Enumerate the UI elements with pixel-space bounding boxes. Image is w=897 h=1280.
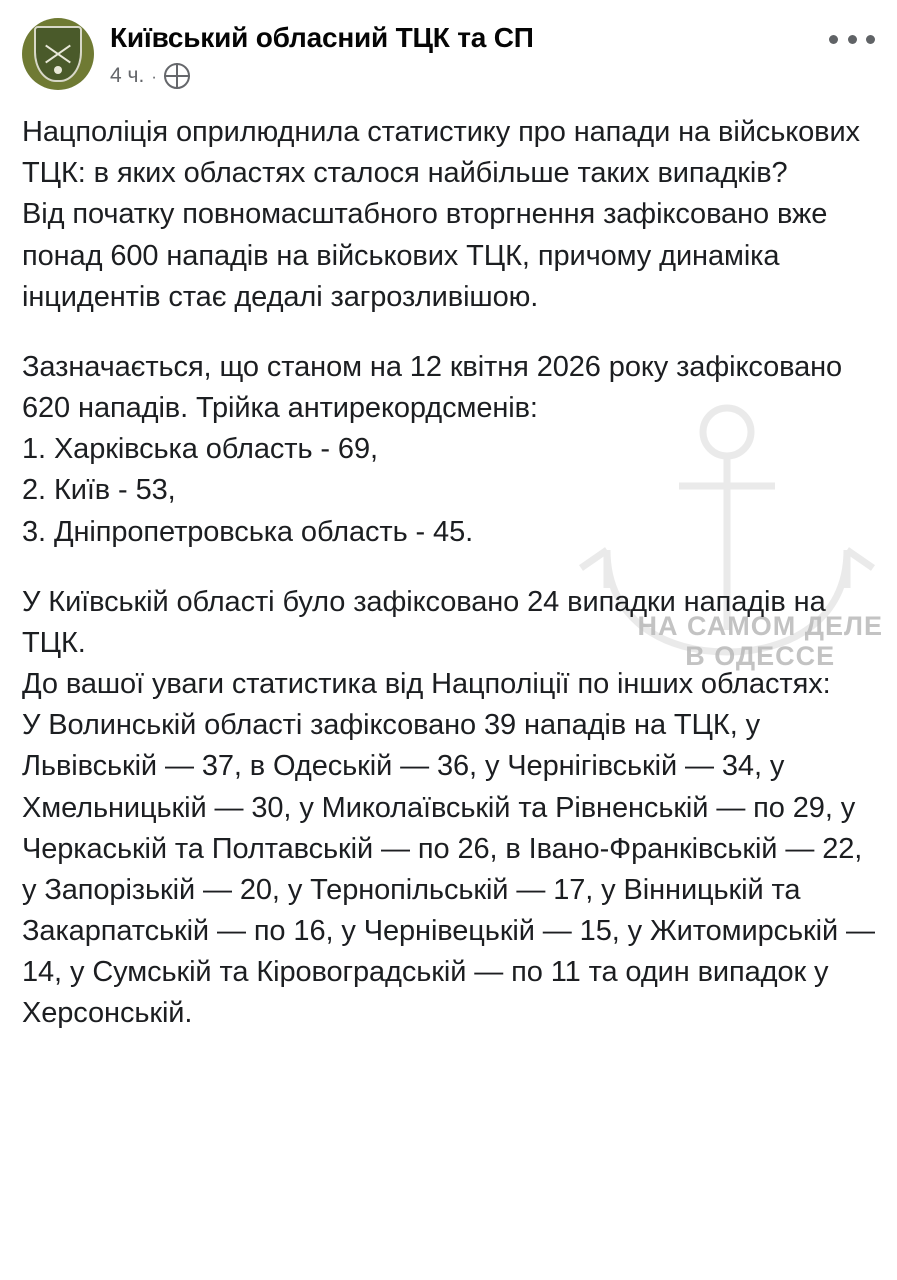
post-body: [22, 112, 883, 1035]
post-paragraph: Зазначається, що станом на 12 квітня 2026 року зафіксовано 620 нападів. Трійка антирекордсменів:: [22, 350, 851, 425]
meta-separator: ·: [151, 66, 157, 86]
page-avatar-emblem: [34, 26, 82, 82]
post-paragraph: Нацполіція оприлюднила статистику про напади на військових ТЦК: в яких областях сталося найбільше таких випадків?: [22, 116, 868, 190]
post-list-item: 2. Київ - 53,: [22, 474, 176, 507]
more-options-icon[interactable]: [829, 26, 875, 52]
post-list-item: 3. Дніпропетровська область - 45.: [22, 515, 474, 548]
post-timestamp[interactable]: 4 ч.: [110, 64, 145, 88]
page-name[interactable]: Київський обласний ТЦК та СП: [110, 22, 534, 53]
globe-icon[interactable]: [164, 63, 190, 89]
post-paragraph: У Волинській області зафіксовано 39 нападів на ТЦК, у Львівській — 37, в Одеській — 36, у Чернігівській — 34, у Хмельницькій — 30, у Миколаївській та Рівненській — по 29, у Черкаській та Полтавській — по 26, в Івано-Франківській — 22, у Запорізькій — 20, у Тернопільській — 17, у Вінницькій та Закарпатській — по 16, у Чернівецькій — 15, у Житомирській — 14, у Сумській та Кіровоградській — по 11 та один випадок у Херсонській.: [22, 709, 883, 1030]
paragraph-spacer: [22, 553, 875, 582]
paragraph-spacer: [22, 318, 875, 347]
post-header-text: [110, 18, 875, 89]
post-list-item: 1. Харківська область - 69,: [22, 433, 378, 466]
watermark-line-2: В ОДЕССЕ: [685, 641, 836, 672]
post-header: [22, 18, 875, 90]
post-paragraph: У Київській області було зафіксовано 24 випадки нападів на ТЦК.: [22, 585, 834, 659]
watermark-line-1: НА САМОМ ДЕЛЕ: [637, 611, 883, 641]
avatar[interactable]: [22, 18, 94, 90]
post-paragraph: До вашої уваги статистика від Нацполіції по інших областях:: [22, 668, 831, 701]
post-meta: [110, 63, 875, 89]
post-paragraph: Від початку повномасштабного вторгнення зафіксовано вже понад 600 нападів на військових ТЦК, причому динаміка інцидентів стає дедалі загрозливішою.: [22, 198, 836, 313]
